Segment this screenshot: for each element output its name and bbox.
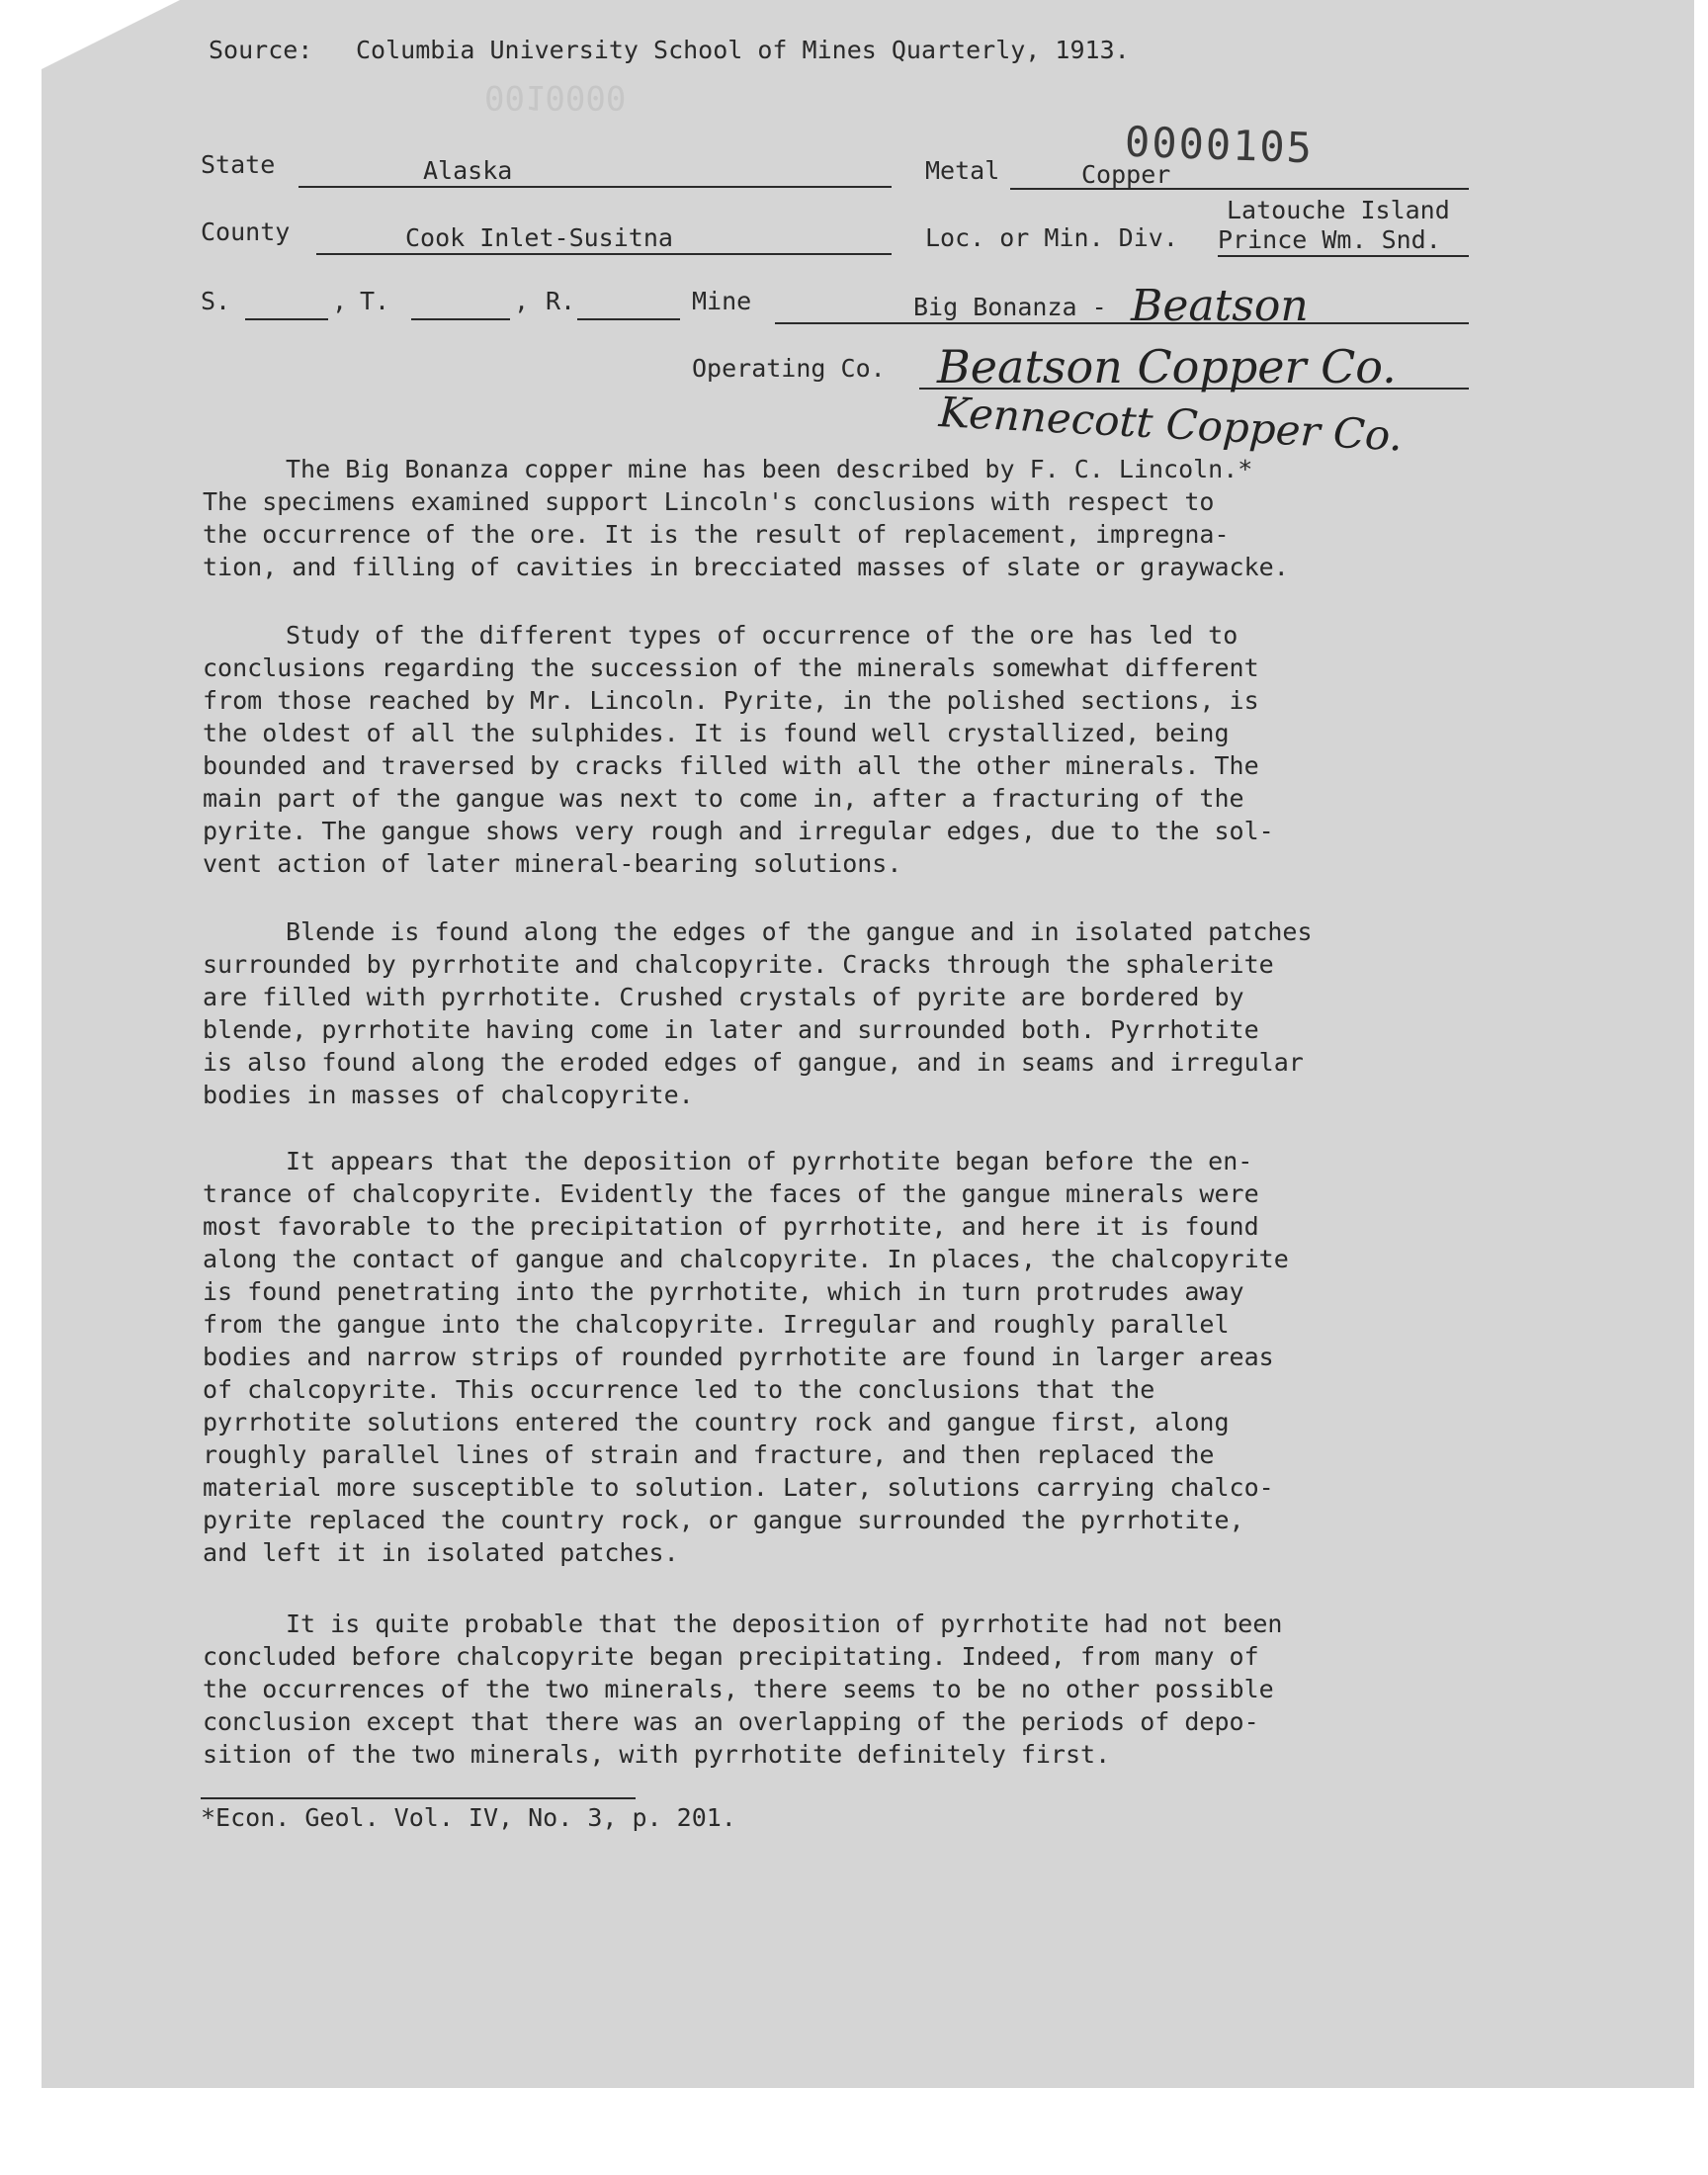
paragraph-line: from the gangue into the chalcopyrite. Irregular and roughly parallel bbox=[203, 1310, 1230, 1339]
paragraph-line: trance of chalcopyrite. Evidently the faces of the gangue minerals were bbox=[203, 1179, 1259, 1208]
paragraph-line: most favorable to the precipitation of pyrrhotite, and here it is found bbox=[203, 1212, 1259, 1241]
paragraph-line: blende, pyrrhotite having come in later and surrounded both. Pyrrhotite bbox=[203, 1015, 1259, 1044]
paragraph-line: conclusion except that there was an overlapping of the periods of depo- bbox=[203, 1707, 1259, 1736]
paragraph-line: sition of the two minerals, with pyrrhotite definitely first. bbox=[203, 1740, 1111, 1769]
footnote: *Econ. Geol. Vol. IV, No. 3, p. 201. bbox=[201, 1803, 736, 1832]
state-underline bbox=[299, 186, 892, 188]
mine-handwritten-name: Beatson bbox=[1131, 281, 1309, 331]
paragraph-line: concluded before chalcopyrite began precipitating. Indeed, from many of bbox=[203, 1642, 1259, 1671]
paragraph-line: along the contact of gangue and chalcopyrite. In places, the chalcopyrite bbox=[203, 1245, 1289, 1273]
paragraph-line: and left it in isolated patches. bbox=[203, 1538, 679, 1567]
paragraph-line: pyrrhotite solutions entered the country rock and gangue first, along bbox=[203, 1408, 1230, 1436]
county-label: County bbox=[201, 218, 291, 246]
comma-1: , bbox=[332, 287, 348, 315]
paragraph-2 bbox=[203, 619, 1586, 880]
paragraph-line: It is quite probable that the deposition of pyrrhotite had not been bbox=[286, 1610, 1283, 1638]
comma-2: , bbox=[514, 287, 530, 315]
paragraph-line: pyrite replaced the country rock, or gangue surrounded the pyrrhotite, bbox=[203, 1506, 1244, 1534]
county-underline bbox=[316, 253, 892, 255]
source-label: Source: bbox=[209, 36, 313, 64]
paragraph-line: Study of the different types of occurrence of the ore has led to bbox=[286, 621, 1238, 650]
paragraph-line: The specimens examined support Lincoln's conclusions with respect to bbox=[203, 487, 1215, 516]
range-label: R. bbox=[546, 287, 576, 315]
state-label: State bbox=[201, 150, 276, 179]
paragraph-3 bbox=[203, 915, 1586, 1111]
paragraph-line: is found penetrating into the pyrrhotite, which in turn protrudes away bbox=[203, 1277, 1244, 1306]
paragraph-line: The Big Bonanza copper mine has been described by F. C. Lincoln.* bbox=[286, 455, 1253, 483]
paragraph-line: the oldest of all the sulphides. It is found well crystallized, being bbox=[203, 719, 1230, 747]
paragraph-line: main part of the gangue was next to come in, after a fracturing of the bbox=[203, 784, 1244, 813]
paragraph-line: tion, and filling of cavities in brecciated masses of slate or graywacke. bbox=[203, 553, 1289, 581]
paragraph-4 bbox=[203, 1145, 1586, 1569]
footnote-rule bbox=[201, 1797, 636, 1799]
location-value-line2: Prince Wm. Snd. bbox=[1218, 225, 1441, 254]
paragraph-1 bbox=[203, 453, 1586, 583]
torn-corner bbox=[42, 0, 180, 69]
location-value-line1: Latouche Island bbox=[1227, 196, 1450, 224]
mine-underline bbox=[775, 322, 1469, 324]
paragraph-line: roughly parallel lines of strain and fracture, and then replaced the bbox=[203, 1440, 1215, 1469]
township-underline bbox=[411, 318, 510, 320]
metal-value: Copper bbox=[1081, 160, 1171, 189]
paragraph-line: bodies in masses of chalcopyrite. bbox=[203, 1081, 694, 1109]
state-value: Alaska bbox=[423, 156, 513, 185]
operating-company-label: Operating Co. bbox=[692, 354, 886, 383]
paragraph-5 bbox=[203, 1608, 1586, 1771]
range-underline bbox=[577, 318, 680, 320]
paragraph-line: from those reached by Mr. Lincoln. Pyrite, in the polished sections, is bbox=[203, 686, 1259, 715]
source-citation: Columbia University School of Mines Quarterly, 1913. bbox=[356, 36, 1130, 64]
paragraph-line: bodies and narrow strips of rounded pyrrhotite are found in larger areas bbox=[203, 1343, 1274, 1371]
mine-value: Big Bonanza - bbox=[913, 293, 1107, 321]
metal-underline bbox=[1010, 188, 1469, 190]
section-label: S. bbox=[201, 287, 231, 315]
metal-label: Metal bbox=[925, 156, 1000, 185]
paragraph-line: pyrite. The gangue shows very rough and irregular edges, due to the sol- bbox=[203, 817, 1274, 845]
paragraph-line: is also found along the eroded edges of gangue, and in seams and irregular bbox=[203, 1048, 1304, 1077]
operating-company-handwritten-2: Kennecott Copper Co. bbox=[937, 388, 1405, 461]
faint-stamp-number: 0010000 bbox=[484, 77, 627, 117]
paragraph-line: are filled with pyrrhotite. Crushed crystals of pyrite are bordered by bbox=[203, 983, 1244, 1011]
paragraph-line: bounded and traversed by cracks filled with all the other minerals. The bbox=[203, 751, 1259, 780]
paragraph-line: conclusions regarding the succession of the minerals somewhat different bbox=[203, 653, 1259, 682]
paragraph-line: Blende is found along the edges of the gangue and in isolated patches bbox=[286, 917, 1313, 946]
paragraph-line: vent action of later mineral-bearing solutions. bbox=[203, 849, 902, 878]
location-underline bbox=[1218, 255, 1469, 257]
paragraph-line: of chalcopyrite. This occurrence led to the conclusions that the bbox=[203, 1375, 1155, 1404]
mine-label: Mine bbox=[692, 287, 752, 315]
township-label: T. bbox=[360, 287, 390, 315]
paragraph-line: It appears that the deposition of pyrrhotite began before the en- bbox=[286, 1147, 1253, 1175]
document-stamp-number: 0000105 bbox=[1124, 117, 1315, 173]
location-label: Loc. or Min. Div. bbox=[925, 223, 1178, 252]
paragraph-line: the occurrences of the two minerals, there seems to be no other possible bbox=[203, 1675, 1274, 1703]
section-underline bbox=[245, 318, 328, 320]
county-value: Cook Inlet-Susitna bbox=[405, 223, 673, 252]
paragraph-line: material more susceptible to solution. Later, solutions carrying chalco- bbox=[203, 1473, 1274, 1502]
paragraph-line: surrounded by pyrrhotite and chalcopyrite. Cracks through the sphalerite bbox=[203, 950, 1274, 979]
paragraph-line: the occurrence of the ore. It is the result of replacement, impregna- bbox=[203, 520, 1230, 549]
operating-company-handwritten-1: Beatson Copper Co. bbox=[937, 340, 1397, 393]
